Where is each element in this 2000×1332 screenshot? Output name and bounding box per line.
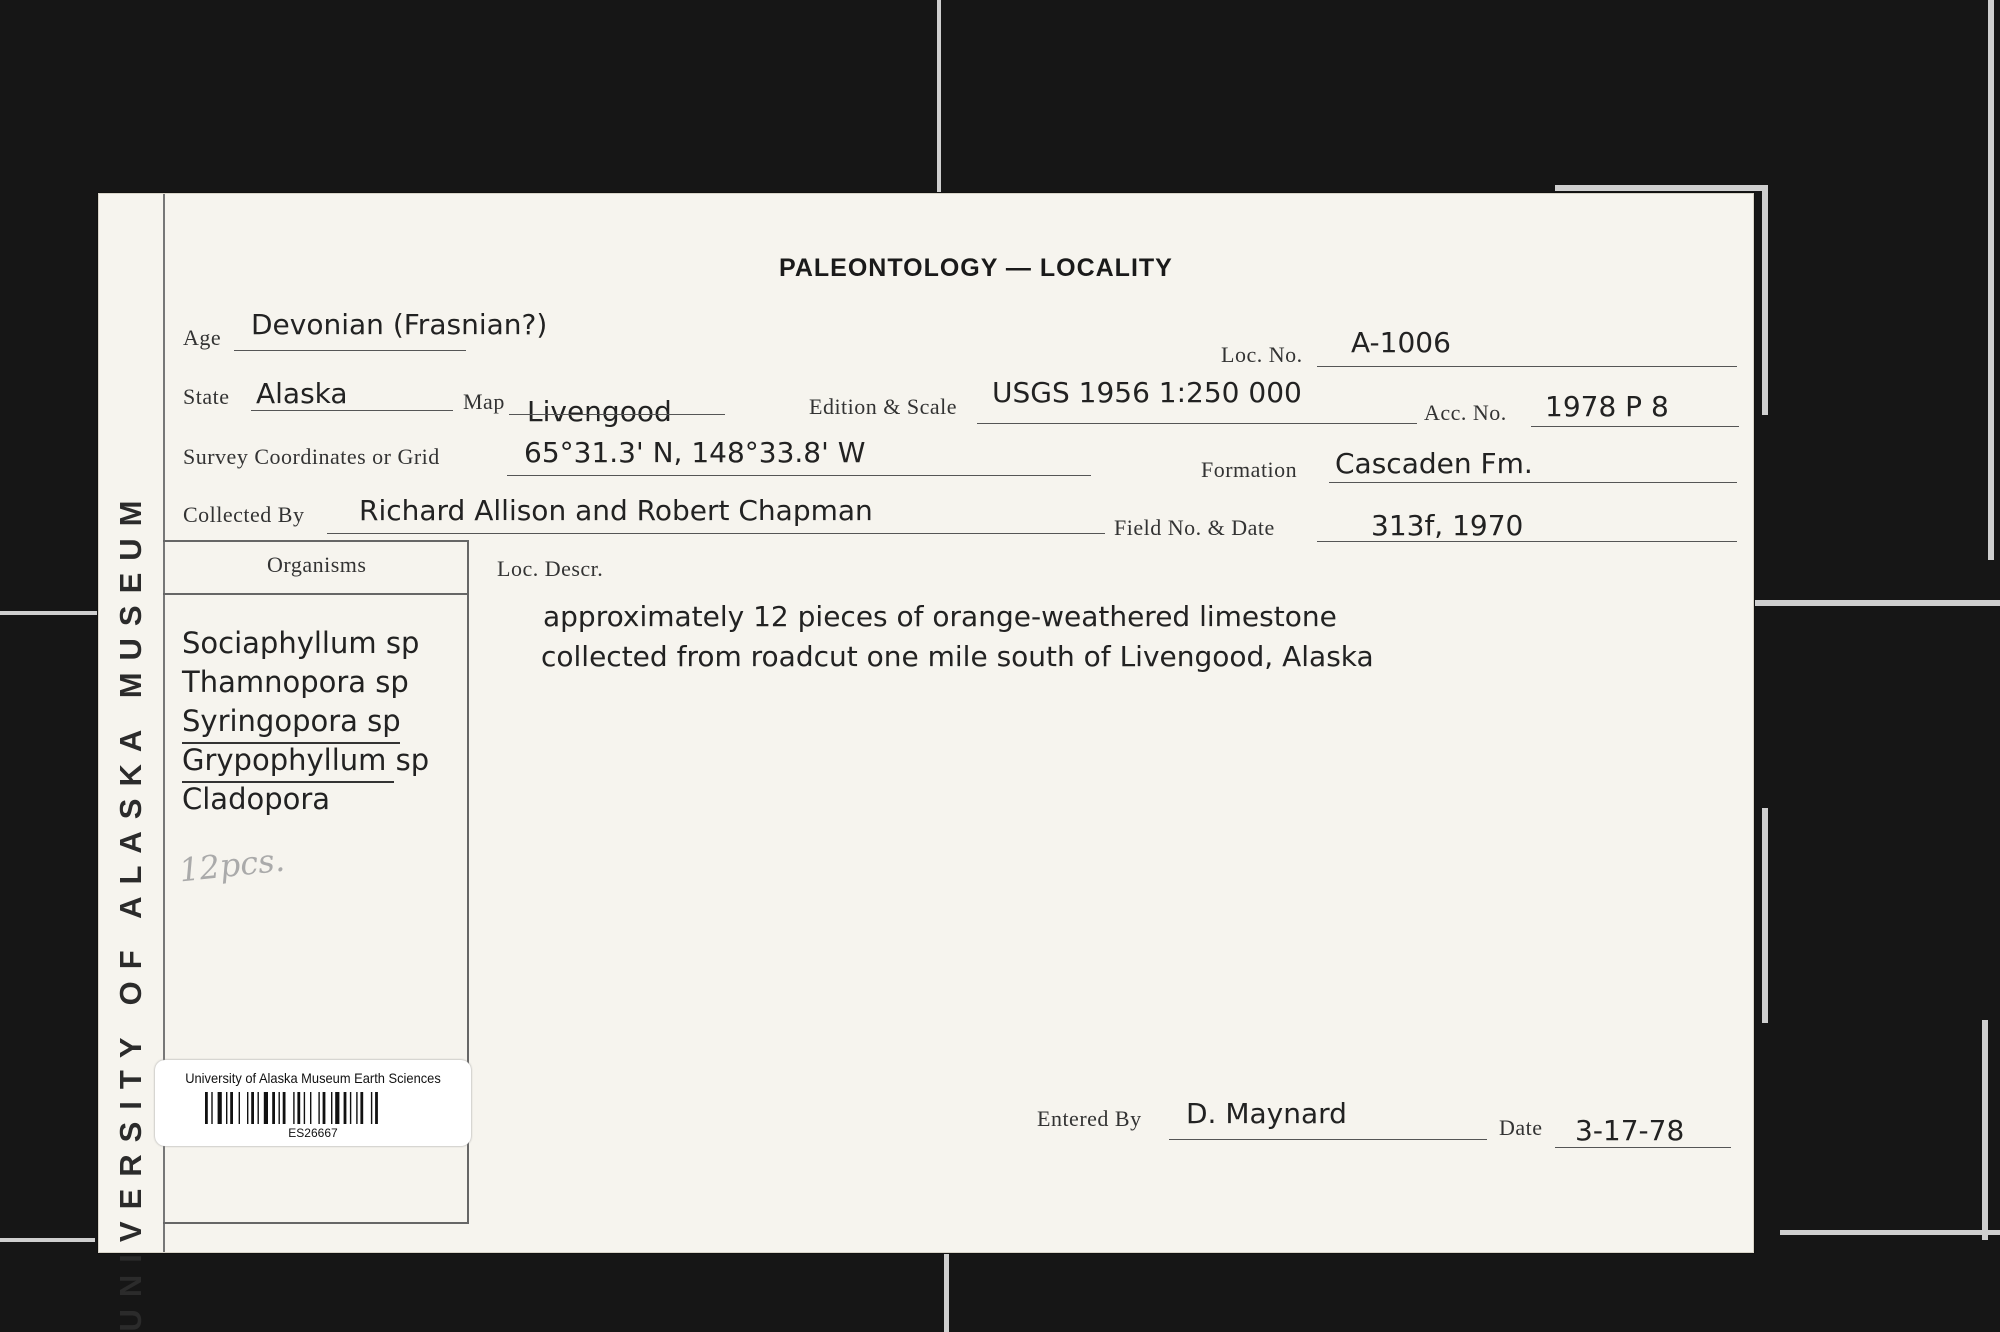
organism-underline [182,742,400,744]
edition-scale-label: Edition & Scale [809,394,958,419]
state-value: Alaska [256,377,348,410]
barcode-label [155,1060,471,1146]
guide-line [1748,600,2000,606]
formation-value: Cascaden Fm. [1335,447,1533,480]
guide-line [0,1238,95,1242]
acc-no-value: 1978 P 8 [1545,390,1669,423]
guide-line [937,0,941,210]
loc-no-label: Loc. No. [1221,342,1303,367]
barcode-institution: University of Alaska Museum Earth Sciences [185,1070,441,1086]
date-value: 3-17-78 [1575,1114,1685,1147]
collected-by-label: Collected By [183,502,305,527]
edition-scale-value: USGS 1956 1:250 000 [992,376,1302,409]
formation-line [1329,482,1737,483]
guide-line [0,611,100,615]
map-line [509,414,725,415]
pencil-note: 12pcs. [177,840,287,890]
date-label: Date [1499,1115,1543,1140]
organisms-header-line [163,593,469,595]
organism-underline [182,781,394,783]
guide-line [1780,1230,2000,1235]
barcode-number: ES26667 [288,1126,338,1140]
age-value: Devonian (Frasnian?) [251,308,548,341]
loc-no-value: A-1006 [1351,326,1451,359]
survey-label: Survey Coordinates or Grid [183,444,440,469]
acc-no-line [1531,426,1739,427]
guide-line [1555,185,1767,191]
description-line: approximately 12 pieces of orange-weathered limestone [543,600,1337,633]
entered-by-value: D. Maynard [1186,1097,1347,1130]
card-title: PALEONTOLOGY — LOCALITY [779,254,1173,282]
locality-card [98,193,1754,1332]
collected-by-line [327,533,1105,534]
loc-no-line [1317,366,1737,367]
entered-by-line [1169,1139,1487,1140]
loc-descr-label: Loc. Descr. [497,556,604,581]
museum-name: UNIVERSITY OF ALASKA MUSEUM [113,488,148,1332]
organism-item: Sociaphyllum sp [182,626,420,660]
survey-value: 65°31.3' N, 148°33.8' W [524,436,866,469]
age-label: Age [183,325,222,350]
map-label: Map [463,389,505,414]
description-line: collected from roadcut one mile south of Livengood, Alaska [541,640,1374,673]
state-label: State [183,384,230,409]
edition-scale-line [977,423,1417,424]
organisms-label: Organisms [267,552,367,577]
acc-no-label: Acc. No. [1424,400,1507,425]
organism-item: Cladopora [182,782,331,816]
date-line [1555,1147,1731,1148]
guide-line [1762,808,1768,1023]
guide-line [1982,1020,1988,1240]
survey-line [507,475,1091,476]
organism-item: Syringopora sp [182,704,401,738]
guide-line [1988,0,1994,560]
organism-item: Thamnopora sp [182,665,409,699]
collected-by-value: Richard Allison and Robert Chapman [359,494,873,527]
field-no-date-label: Field No. & Date [1114,515,1275,540]
organism-item: Grypophyllum sp [182,743,430,777]
age-line [234,350,466,351]
map-value: Livengood [527,395,672,428]
field-no-date-value: 313f, 1970 [1371,509,1524,542]
entered-by-label: Entered By [1037,1106,1142,1131]
guide-line [1762,185,1768,415]
field-no-date-line [1317,541,1737,542]
barcode-icon [205,1092,427,1124]
guide-line [944,1240,949,1332]
formation-label: Formation [1201,457,1298,482]
state-line [251,410,453,411]
